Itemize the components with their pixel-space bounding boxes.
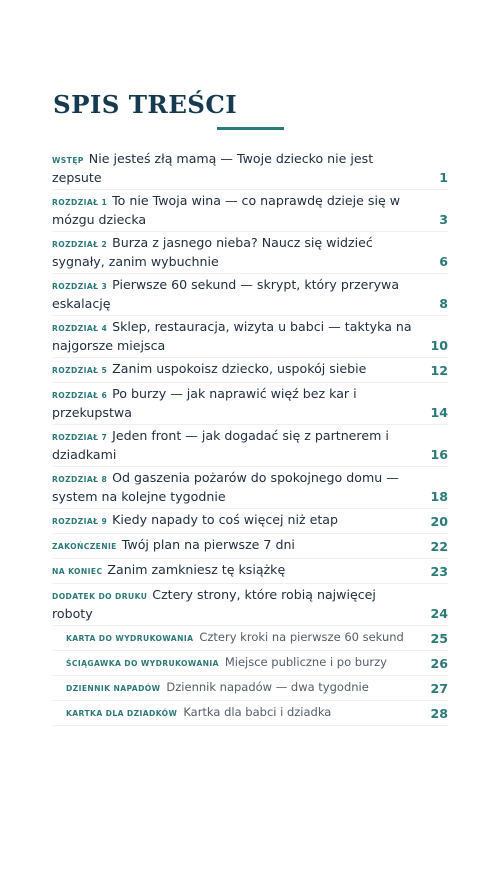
entry-page-number: 3 [439,212,448,227]
toc-entry-wstep[interactable] [52,148,448,190]
toc-entry-chapter-5[interactable] [52,358,448,383]
subentry-label: KARTA DO WYDRUKOWANIA [66,634,194,643]
entry-page-number: 14 [430,405,448,420]
entry-label: ROZDZIAŁ 9 [52,517,108,526]
entry-title: Burza z jasnego nieba? Naucz się widzieć sygnały, zanim wybuchnie [52,235,373,269]
entry-page-number: 16 [430,447,448,462]
entry-title: Pierwsze 60 sekund — skrypt, który przerywa eskalację [52,277,400,311]
entry-title: Zanim zamkniesz tę książkę [107,562,286,577]
entry-label: ROZDZIAŁ 5 [52,366,108,375]
entry-title: Jeden front — jak dogadać się z partnerem i dziadkami [52,428,389,462]
entry-page-number: 12 [430,363,448,378]
subentry-page-number: 26 [430,656,448,671]
entry-title: Cztery strony, które robią najwięcej roboty [52,587,376,621]
toc-title: SPIS TREŚCI [53,90,238,119]
entry-title: Nie jesteś złą mamą — Twoje dziecko nie jest zepsute [52,151,374,185]
entry-label: ROZDZIAŁ 8 [52,475,108,484]
toc-entry-chapter-7[interactable] [52,425,448,467]
entry-page-number: 18 [430,489,448,504]
subentry-title: Miejsce publiczne i po burzy [224,655,387,669]
entry-label: ROZDZIAŁ 3 [52,282,108,291]
entry-page-number: 24 [430,606,448,621]
entry-page-number: 8 [439,296,448,311]
toc-entry-chapter-1[interactable] [52,190,448,232]
subentry-title: Kartka dla babci i dziadka [183,705,332,719]
entry-title: Po burzy — jak naprawić więź bez kar i przekupstwa [52,386,357,420]
subentry-title: Cztery kroki na pierwsze 60 sekund [199,630,404,644]
toc-entry-chapter-6[interactable] [52,383,448,425]
entry-label: ZAKOŃCZENIE [52,542,117,551]
entry-label: ROZDZIAŁ 7 [52,433,108,442]
entry-title: Twój plan na pierwsze 7 dni [121,537,295,552]
toc-entry-chapter-8[interactable] [52,467,448,509]
entry-title: Kiedy napady to coś więcej niż etap [112,512,338,527]
toc-list [52,148,448,726]
entry-title: Zanim uspokoisz dziecko, uspokój siebie [112,361,367,376]
subentry-label: DZIENNIK NAPADÓW [66,684,161,693]
entry-title: To nie Twoja wina — co naprawdę dzieje się w mózgu dziecka [52,193,401,227]
toc-entry-na-koniec[interactable] [52,559,448,584]
entry-label: ROZDZIAŁ 6 [52,391,108,400]
entry-page-number: 10 [430,338,448,353]
entry-label: ROZDZIAŁ 4 [52,324,108,333]
toc-entry-chapter-4[interactable] [52,316,448,358]
entry-title: Od gaszenia pożarów do spokojnego domu — system na kolejne tygodnie [52,470,399,504]
entry-label: ROZDZIAŁ 2 [52,240,108,249]
toc-entry-zakonczenie[interactable] [52,534,448,559]
subentry-title: Dziennik napadów — dwa tygodnie [166,680,369,694]
toc-subentry-karta[interactable] [52,626,448,651]
toc-subentry-sciagawka[interactable] [52,651,448,676]
entry-page-number: 22 [430,539,448,554]
toc-entry-chapter-2[interactable] [52,232,448,274]
toc-entry-chapter-9[interactable] [52,509,448,534]
toc-entry-dodatek[interactable] [52,584,448,626]
entry-label: DODATEK DO DRUKU [52,592,148,601]
subentry-page-number: 27 [430,681,448,696]
entry-title: Sklep, restauracja, wizyta u babci — taktyka na najgorsze miejsca [52,319,412,353]
entry-page-number: 20 [430,514,448,529]
subentry-label: KARTKA DLA DZIADKÓW [66,709,178,718]
entry-label: NA KONIEC [52,567,103,576]
subentry-page-number: 28 [430,706,448,721]
toc-subentry-dziennik[interactable] [52,676,448,701]
toc-entry-chapter-3[interactable] [52,274,448,316]
toc-subentry-kartka[interactable] [52,701,448,726]
entry-page-number: 6 [439,254,448,269]
subentry-label: ŚCIĄGAWKA DO WYDRUKOWANIA [66,659,219,668]
title-underline [217,127,284,130]
entry-label: ROZDZIAŁ 1 [52,198,108,207]
entry-label: WSTĘP [52,156,84,165]
entry-page-number: 1 [439,170,448,185]
entry-page-number: 23 [430,564,448,579]
subentry-page-number: 25 [430,631,448,646]
